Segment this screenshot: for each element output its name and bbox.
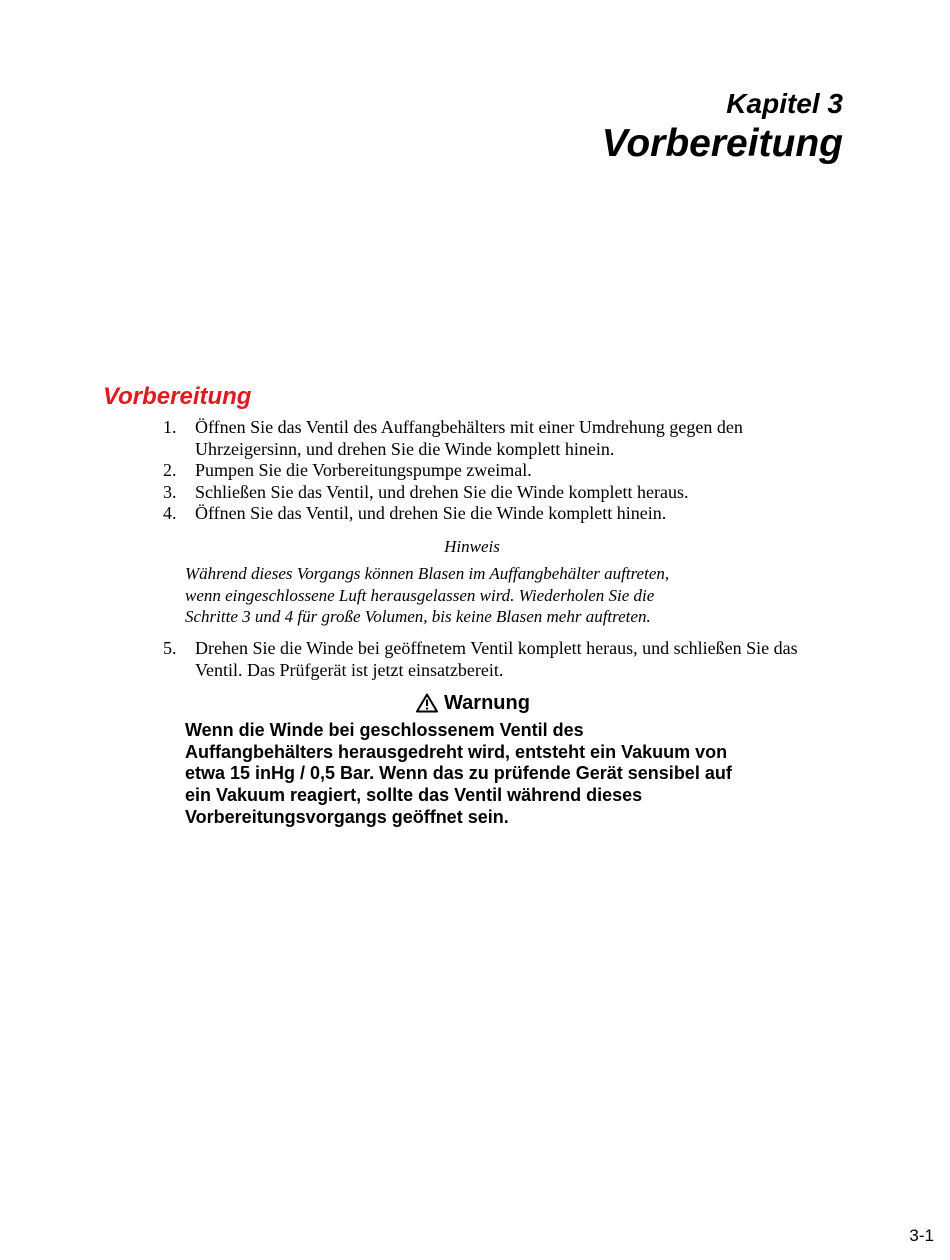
chapter-title: Vorbereitung [601, 122, 843, 165]
note-title: Hinweis [444, 537, 500, 556]
step-number: 5. [163, 638, 177, 658]
steps-list-continued [163, 638, 843, 681]
warning-title: Warnung [444, 692, 530, 714]
step-number: 1. [163, 417, 177, 437]
step-text: Drehen Sie die Winde bei geöffnetem Ventil komplett heraus, und schließen Sie das Ventil. Das Prüfgerät ist jetzt einsatzbereit. [195, 638, 798, 680]
warning-line: Wenn die Winde bei geschlossenem Ventil des [185, 720, 584, 740]
step-item [163, 482, 843, 504]
step-text: Schließen Sie das Ventil, und drehen Sie die Winde komplett heraus. [195, 481, 689, 502]
chapter-label: Kapitel 3 [726, 88, 843, 119]
step-number: 4. [163, 503, 177, 523]
section-heading: Vorbereitung [103, 383, 252, 410]
step-number: 3. [163, 481, 177, 502]
note-line: Schritte 3 und 4 für große Volumen, bis keine Blasen mehr auftreten. [185, 607, 651, 626]
step-item [163, 638, 843, 681]
warning-line: Vorbereitungsvorgangs geöffnet sein. [185, 806, 509, 827]
warning-header [0, 691, 946, 715]
note-line: Während dieses Vorgangs können Blasen im Auffangbehälter auftreten, [185, 564, 670, 583]
note-body [185, 563, 775, 628]
step-number: 2. [163, 460, 177, 480]
warning-line: ein Vakuum reagiert, sollte das Ventil während dieses [185, 785, 643, 806]
step-item [163, 417, 843, 460]
steps-list [163, 417, 843, 525]
step-item [163, 503, 843, 525]
page-number: 3-1 [909, 1226, 934, 1245]
warning-line: etwa 15 inHg / 0,5 Bar. Wenn das zu prüfende Gerät sensibel auf [185, 763, 732, 784]
note-line: wenn eingeschlossene Luft herausgelassen wird. Wiederholen Sie die [185, 585, 655, 605]
warning-body [185, 720, 785, 829]
step-text: Öffnen Sie das Ventil des Auffangbehälters mit einer Umdrehung gegen den Uhrzeigersinn, und drehen Sie die Winde komplett hinein. [195, 417, 743, 459]
warning-line: Auffangbehälters herausgedreht wird, entsteht ein Vakuum von [185, 741, 728, 762]
step-item [163, 460, 843, 482]
step-text: Öffnen Sie das Ventil, und drehen Sie die Winde komplett hinein. [195, 503, 667, 523]
warning-triangle-icon [416, 693, 438, 713]
step-text: Pumpen Sie die Vorbereitungspumpe zweimal. [195, 460, 532, 480]
